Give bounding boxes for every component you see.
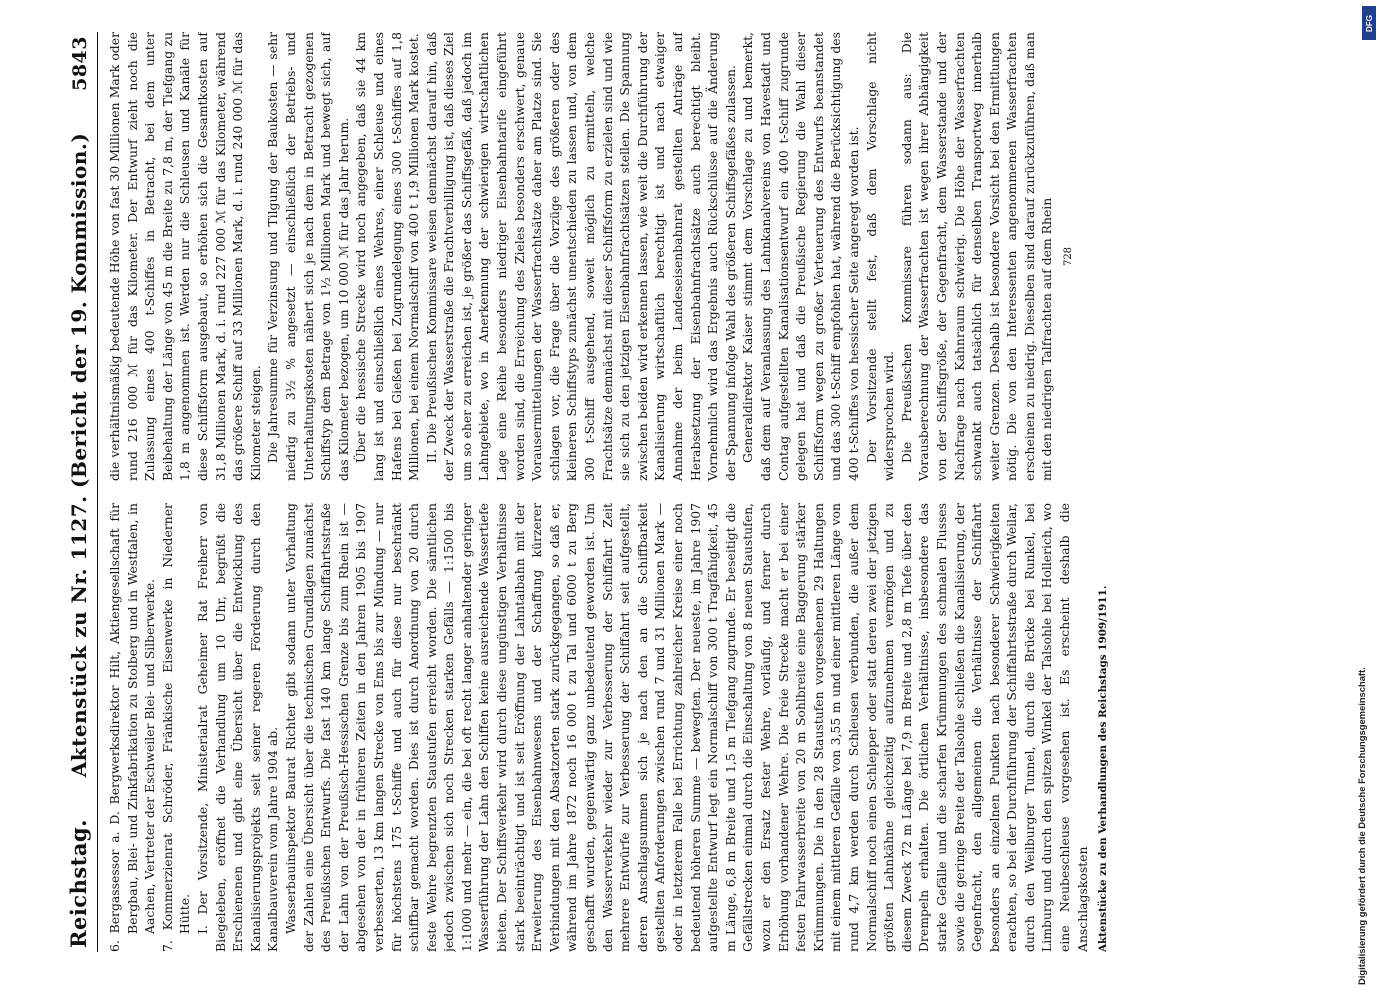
page-header <box>66 32 98 952</box>
page-footer-note: Aktenstücke zu den Verhandlungen des Reichstags 1909/1911. <box>1097 585 1110 952</box>
column-left <box>106 503 1286 952</box>
text-columns <box>106 32 1286 952</box>
paragraph: die verhältnismäßig bedeutende Höhe von fast 30 Millionen Mark oder rund 216 000 ℳ für das Kilometer. Der Entwurf zieht noch die Zulassung eines 400 t-Schiffes in Betracht, bei dem unter Beibehaltung der Länge von 45 m die Breite zu 7,8 m, der Tiefgang zu 1,8 m angenommen ist. Werden nur die Schleusen und Kanäle für diese Schiffsform ausgebaut, so erhöhen sich die Gesamtkosten auf 31,8 Millionen Mark, d. i. rund 227 000 ℳ für das Kilometer, während das größere Schiff auf 33 Millionen Mark, d. i. rund 240 000 ℳ für das Kilometer steigen. <box>107 32 263 481</box>
paragraph: II. Die Preußischen Kommissare weisen demnächst darauf hin, daß der Zweck der Wasserstraße die Frachtverbilligung ist, daß dieses Ziel um so eher zu erreichen ist, je größer das Schiffsgefäß, daß jedoch im Lahngebiete, wo in Anerkennung der schwierigen wirtschaftlichen Lage eine Reihe besonders niedriger Eisenbahntarife eingeführt worden sind, die Erreichung des Zieles besonders erschwert, genaue Vorausermittelungen der Wasserfrachtsätze daher am Platze sind. Sie schlagen vor, die Frage über die Vorzüge des größeren oder des kleineren Schiffstyps zunächst unentschieden zu lassen und, von dem 300 t-Schiff ausgehend, soweit möglich zu ermitteln, welche Frachtsätze demnächst mit dieser Schiffsform zu erzielen sind und wie sie sich zu den jetzigen Eisenbahnfrachtsätzen stellen. Die Spannung zwischen beiden wird erkennen lassen, wie weit die Durchführung der Kanalisierung wirtschaftlich berechtigt ist und nach etwaiger Annahme der beim Landeseisenbahnrat gestellten Anträge auf Herabsetzung der Eisenbahnfrachtsätze auch berechtigt bleibt. Vornehmlich wird das Ergebnis auch Rückschlüsse auf die Änderung der Spannung infolge Wahl des größeren Schiffsgefäßes zulassen. <box>423 32 738 481</box>
signature-mark: 728 <box>1063 246 1075 267</box>
rotated-document-page <box>52 14 1342 970</box>
dfg-logo-text: DFG <box>1364 14 1374 32</box>
paragraph: Über die hessische Strecke wird noch angegeben, daß sie 44 km lang ist und einschließlich eines Wehres, einer Schleuse und eines Hafens bei Gießen bei Zugrundelegung eines 300 t-Schiffes auf 1,8 Millionen, bei einem Normalschiff von 400 t 1,9 Millionen Mark kostet. <box>353 32 422 481</box>
paragraph: 7. Kommerzienrat Schröder, Fränkische Eisenwerke in Niederner Hütte. <box>159 503 193 952</box>
page-number: 5843 <box>69 36 91 91</box>
dfg-logo <box>1362 6 1376 40</box>
paragraph: I. Der Vorsitzende, Ministerialrat Geheimer Rat Freiherr von Biegeleben, eröffnet die Verhandlung um 10 Uhr, begrüßt die Erschienenen und gibt eine Übersicht über die Entwicklung des Kanalisierungsprojekts seit seiner regeren Förderung durch den Kanalbauverein vom Jahre 1904 ab. <box>194 503 281 952</box>
paragraph: Die Preußischen Kommissare führen sodann aus: Die Vorausberechnung der Wasserfrachten ist wegen ihrer Abhängigkeit von der Schiffsgröße, der Gegenfracht, dem Wasserstande und der Nachfrage nach Kahnraum schwierig. Die Höhe der Wasserfrachten schwankt auch tatsächlich für denselben Transportweg innerhalb weiter Grenzen. Deshalb ist besondere Vorsicht bei den Ermittlungen nötig. Die von den Interessenten angenommenen Wasserfrachten erscheinen zu niedrig. Dieselben sind darauf zurückzuführen, daß man mit den niedrigen Talfrachten auf dem Rhein <box>898 32 1055 481</box>
column-right <box>106 32 1286 481</box>
paragraph: 6. Bergassessor a. D. Bergwerksdirektor Hilt, Aktiengesellschaft für Bergbau, Blei- und Zinkfabrikation zu Stolberg und in Westfalen, in Aachen, Vertreter der Eschweiler Blei- und Silberwerke. <box>107 503 158 952</box>
digitization-credit: Digitalisierung gefördert durch die Deutsche Forschungsgemeinschaft. <box>1356 667 1367 985</box>
header-left: Reichstag. <box>66 819 91 948</box>
header-center: Aktenstück zu Nr. 1127. (Bericht der 19. Kommission.) <box>67 132 91 778</box>
paragraph: Wasserbauinspektor Baurat Richter gibt sodann unter Vorhaltung der Zahlen eine Übersicht über die technischen Grundlagen zunächst des Preußischen Entwurfs. Die fast 140 km lange Schiffahrtsstraße der Lahn von der Preußisch-Hessischen Grenze bis zum Rhein ist — abgesehen von der in früheren Zeiten in den Jahren 1905 bis 1907 verbesserten, 13 km langen Strecke von Ems bis zur Mündung — nur für höchstens 175 t-Schiffe und auch für diese nur beschränkt schiffbar gemacht worden. Dies ist durch Anordnung von 20 durch feste Wehre begrenzten Staustufen erreicht worden. Die sämtlichen jedoch zwischen sich noch Strecken starken Gefälls — 1:1500 bis 1:1000 und mehr — ein, die bei oft recht langer anhaltender geringer Wasserführung der Lahn den Schiffen keine ausreichende Wassertiefe bieten. Der Schiffsverkehr wird durch diese ungünstigen Verhältnisse stark beeinträchtigt und ist seit Eröffnung der Lahntalbahn mit der Erweiterung des Eisenbahnwesens und der Schaffung kürzerer Verbindungen mit den Absatzorten stark zurückgegangen, so daß er, während im Jahre 1872 noch 16 000 t zu Tal und 6000 t zu Berg geschafft wurden, gegenwärtig ganz unbedeutend geworden ist. Um den Wasserverkehr wieder zur Verbesserung der Schiffahrt Zeit mehrere Entwürfe zur Verbesserung der Schiffahrt seit aufgestellt, deren Anschlagsummen sich je nach den an die Schiffbarkeit gestellten Anforderungen zwischen rund 7 und 31 Millionen Mark — oder in letzterem Falle bei Errichtung zahlreicher Kreise einer noch bedeutend höheren Summe — bewegten. Der neueste, im Jahre 1907 aufgestellte Entwurf legt ein Normalschiff von 300 t Tragfähigkeit, 45 m Länge, 6,8 m Breite und 1,5 m Tiefgang zugrunde. Er beseitigt die Gefällstrecken einmal durch die Einschaltung von 8 neuen Staustufen, wozu er den Ersatz fester Wehre, vorläufig, und ferner durch Erhöhung vorhandener Wehre. Die freie Strecke macht er bei einer festen Fahrwasserbreite von 20 m Sohlbreite eine Baggerung stärker Krümmungen. Die in den 28 Staustufen vorgesehenen 29 Haltungen mit einem mittleren Gefälle von 3,55 m und einer mittleren Länge von rund 4,7 km werden durch Schleusen verbunden, die außer dem Normalschiff noch einen Schlepper oder statt deren zwei der jetzigen größten Lahnkähne gleichzeitig aufzunehmen vermögen und zu diesem Zweck 72 m Länge bei 7,9 m Breite und 2,8 m Tiefe über den Drempeln erhalten. Die örtlichen Verhältnisse, insbesondere das starke Gefälle und die scharfen Krümmungen des schmalen Flusses sowie die geringe Breite der Talsohle schließen die Kanalisierung, der Gegenfracht, den allgemeinen die Verhältnisse der Schiffahrt besonders an einzelnen Punkten nach besonderer Schwierigkeiten erachten, so bei der Durchführung der Schiffahrtsstraße durch Weilar, durch den Weilburger Tunnel, durch die Brücke bei Runkel, bei Limburg und durch den spitzen Winkel der Talsohle bei Hollerich, wo eine Neubeschleuse vorgesehen ist. Es erscheint deshalb die Anschlagskosten <box>282 503 1090 952</box>
paragraph: Die Jahresumme für Verzinsung und Tilgung der Baukosten — sehr niedrig zu 3½ % angesetzt — einschließlich der Betriebs- und Unterhaltungskosten nähert sich je nach dem in Betracht gezogenen Schiffstyp dem Betrage von 1½ Millionen Mark und bewegt sich, auf das Kilometer bezogen, um 10 000 ℳ für das Jahr herum. <box>265 32 351 481</box>
paragraph: Der Vorsitzende stellt fest, daß dem Vorschlage nicht widersprochen wird. <box>863 32 897 481</box>
paragraph: Generaldirektor Kaiser stimmt dem Vorschlage zu und bemerkt, daß dem auf Veranlassung des Lahnkanalvereins von Havestadt und Contag aufgestellten Kanalisationsentwurf ein 400 t-Schiff zugrunde gelegen hat und daß die Preußische Regierung die Wahl dieser Schiffsform wegen zu großer Verteuerung des Entwurfs beanstandet und das 300 t-Schiff empfohlen hat, während die Berücksichtigung des 400 t-Schiffes von hessischer Seite angeregt worden ist. <box>740 32 861 481</box>
